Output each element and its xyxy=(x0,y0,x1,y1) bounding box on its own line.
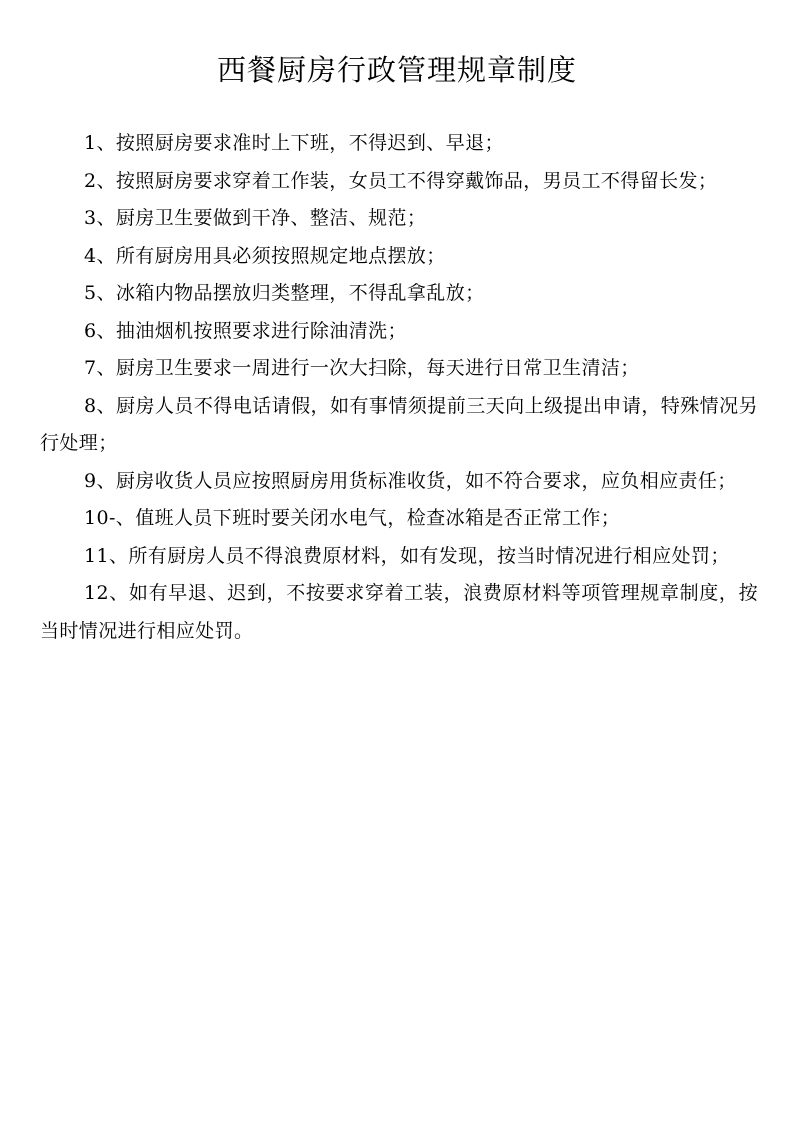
rule-item-10: 10-、值班人员下班时要关闭水电气，检查冰箱是否正常工作； xyxy=(84,507,621,529)
rules-list xyxy=(40,125,758,650)
rule-item-8: 8、厨房人员不得电话请假，如有事情须提前三天向上级提出申请，特殊情况另行处理； xyxy=(40,394,758,454)
rule-item-5: 5、冰箱内物品摆放归类整理，不得乱拿乱放； xyxy=(84,282,485,304)
rule-item-3: 3、厨房卫生要做到干净、整洁、规范； xyxy=(84,207,427,229)
rule-item-7: 7、厨房卫生要求一周进行一次大扫除，每天进行日常卫生清洁； xyxy=(84,357,640,379)
rule-item-12: 12、如有早退、迟到，不按要求穿着工装，浪费原材料等项管理规章制度，按当时情况进行相应处罚。 xyxy=(40,582,758,642)
rule-item-11: 11、所有厨房人员不得浪费原材料，如有发现，按当时情况进行相应处罚； xyxy=(84,544,730,567)
rule-item-9: 9、厨房收货人员应按照厨房用货标准收货，如不符合要求，应负相应责任； xyxy=(84,469,737,492)
rule-item-1: 1、按照厨房要求准时上下班，不得迟到、早退； xyxy=(84,132,504,154)
rule-item-4: 4、所有厨房用具必须按照规定地点摆放； xyxy=(84,244,446,267)
document-title: 西餐厨房行政管理规章制度 xyxy=(216,53,577,87)
rule-item-2: 2、按照厨房要求穿着工作装，女员工不得穿戴饰品，男员工不得留长发； xyxy=(84,169,718,192)
rule-item-6: 6、抽油烟机按照要求进行除油清洗； xyxy=(84,319,407,342)
